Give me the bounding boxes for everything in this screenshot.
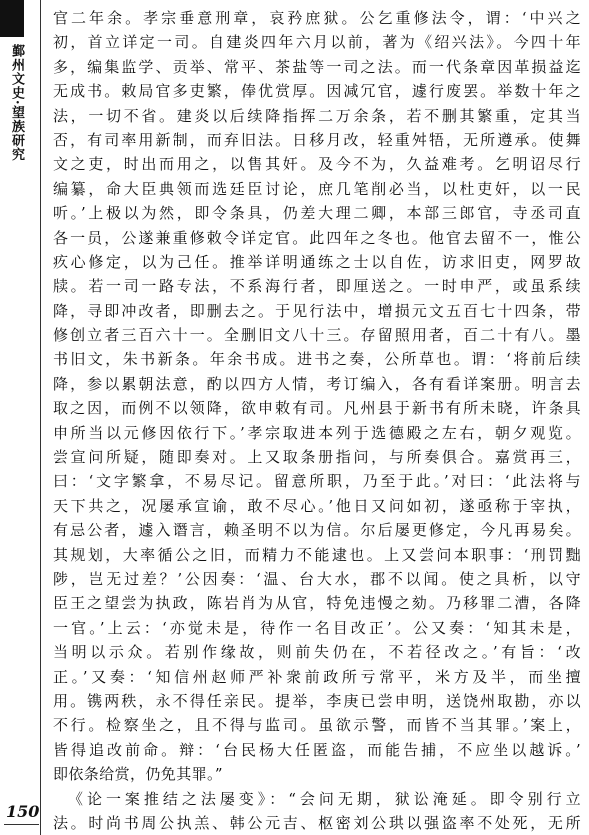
text-line: 无成书。敕局官多吏繁，俸优赏厚。因减冗官，遽行废罢。举数十年之 xyxy=(53,82,581,101)
text-line: 牍。若一司一路专法，不系海行者，即厘送之。一时申严，或虽系续 xyxy=(53,277,581,296)
text-line: 其规划，大率循公之旧，而精力不能逮也。上又尝问本职事：‘刑罚黜 xyxy=(53,545,581,564)
text-line: 书旧文，朱书新条。年余书成。进书之奏，公所草也。谓：‘将前后续 xyxy=(53,350,581,369)
text-line: 臣王之望尝为执政，陈岩肖为从官，特免违慢之劾。乃移罪二漕，各降 xyxy=(53,594,581,613)
text-line: 初，首立详定一司。自建炎四年六月以前，著为《绍兴法》。今四十年 xyxy=(53,33,581,52)
side-title: 鄞州文史·望族研究 xyxy=(9,44,24,162)
text-line: 修创立者三百六十一。全删旧文八十三。存留照用者，百二十有八。墨 xyxy=(53,326,581,345)
text-line: 降，参以累朝法意，酌以四方人情，考订编入，各有看详案册。明言去 xyxy=(53,374,581,393)
text-line: 降，寻即冲改者，即删去之。于见行法中，增损元文五百七十四条，带 xyxy=(53,301,581,320)
text-line: 听。’上极以为然，即令条具，仍差大理二卿，本部三郎官，寺丞司直 xyxy=(53,204,581,223)
text-line: 用。镌两秩，永不得任亲民。提举，李庚已尝申明，送饶州取勘，亦以 xyxy=(53,691,581,710)
text-line: 文之吏，时出而用之，以售其奸。及今不为，久益难考。乞明诏尽行 xyxy=(53,155,581,174)
text-line: 正。’又奏：‘知信州赵师严补衆前政所亏常平，米方及半，而坐擅 xyxy=(53,667,581,686)
text-line: 《论一案推结之法屡变》：“会问无期，狱讼淹延。即令别行立 xyxy=(68,789,581,808)
text-line: 一官。’上云：‘亦觉未是，待作一名目改正’。公又奏：‘知其未是， xyxy=(53,618,581,637)
text-line: 陟，岂无过差？’公因奏：‘温、台大水，郡不以闻。使之具析，以守 xyxy=(53,569,581,588)
text-line: 疚心修定，以为己任。推举详明通练之士以自佐，访求旧吏，网罗故 xyxy=(53,252,581,271)
text-line: 即依条给赏，仍免其罪。” xyxy=(53,765,223,784)
page-number: 150 xyxy=(6,802,40,821)
text-line: 官二年余。孝宗垂意刑章，哀矜庶狱。公乞重修法令，谓：‘中兴之 xyxy=(53,9,581,27)
text-line: 有忌公者，遽入谮言，赖圣明不以为信。尔后屡更修定，今凡再易矣。 xyxy=(53,521,581,540)
black-corner-block xyxy=(0,0,24,37)
text-line: 各一员，公遂兼重修敕令详定官。此四年之冬也。他官去留不一，惟公 xyxy=(53,228,581,247)
footer-rule xyxy=(4,824,39,825)
text-line: 法。时尚书周公执羔、韩公元吉、枢密刘公珙以强盗率不处死，无所 xyxy=(53,813,581,832)
text-body xyxy=(53,6,581,835)
text-line: 否，有司率用新制，而弃旧法。日移月改，轻重舛牾，无所遵承。使舞 xyxy=(53,130,581,149)
text-line: 不行。检察坐之，且不得与监司。虽欲示警，而皆不当其罪。’案上， xyxy=(53,716,581,735)
text-line: 当明以示众。若别作缘故，则前失仍在，不若径改之。’有旨：‘改 xyxy=(53,643,581,662)
text-line: 申所当以元修因依行下。’孝宗取进本列于选德殿之左右，朝夕观览。 xyxy=(53,423,581,442)
text-line: 尝宣问所疑，随即奏对。上又取条册指问，与所奏俱合。嘉赏再三， xyxy=(53,448,581,467)
text-line: 皆得追改前命。辩：‘台民杨大任匿盗，而能告捕，不应坐以越诉。’ xyxy=(53,740,581,759)
text-line: 曰：‘文字繁拿，不易尽记。留意所职，乃至于此。’对曰：‘此法将与 xyxy=(53,472,581,491)
text-line: 多，编集监学、贡举、常平、茶盐等一司之法。而一代条章因革损益迄 xyxy=(53,57,581,76)
text-line: 天下共之，况屡承宣谕，敢不尽心。’他日又问如初，遂亟称于宰执， xyxy=(53,496,581,515)
margin-rule xyxy=(40,0,41,835)
text-line: 取之因，而例不以领降，欲申敕有司。凡州县于新书有所未晓，许条具 xyxy=(53,399,581,418)
text-line: 法，一切不省。建炎以后续降指挥二万余条，若不删其繁重，定其当 xyxy=(53,106,581,125)
text-line: 编纂，命大臣典领而选廷臣讨论，庶几笔削必当，以杜吏奸，以一民 xyxy=(53,179,581,198)
